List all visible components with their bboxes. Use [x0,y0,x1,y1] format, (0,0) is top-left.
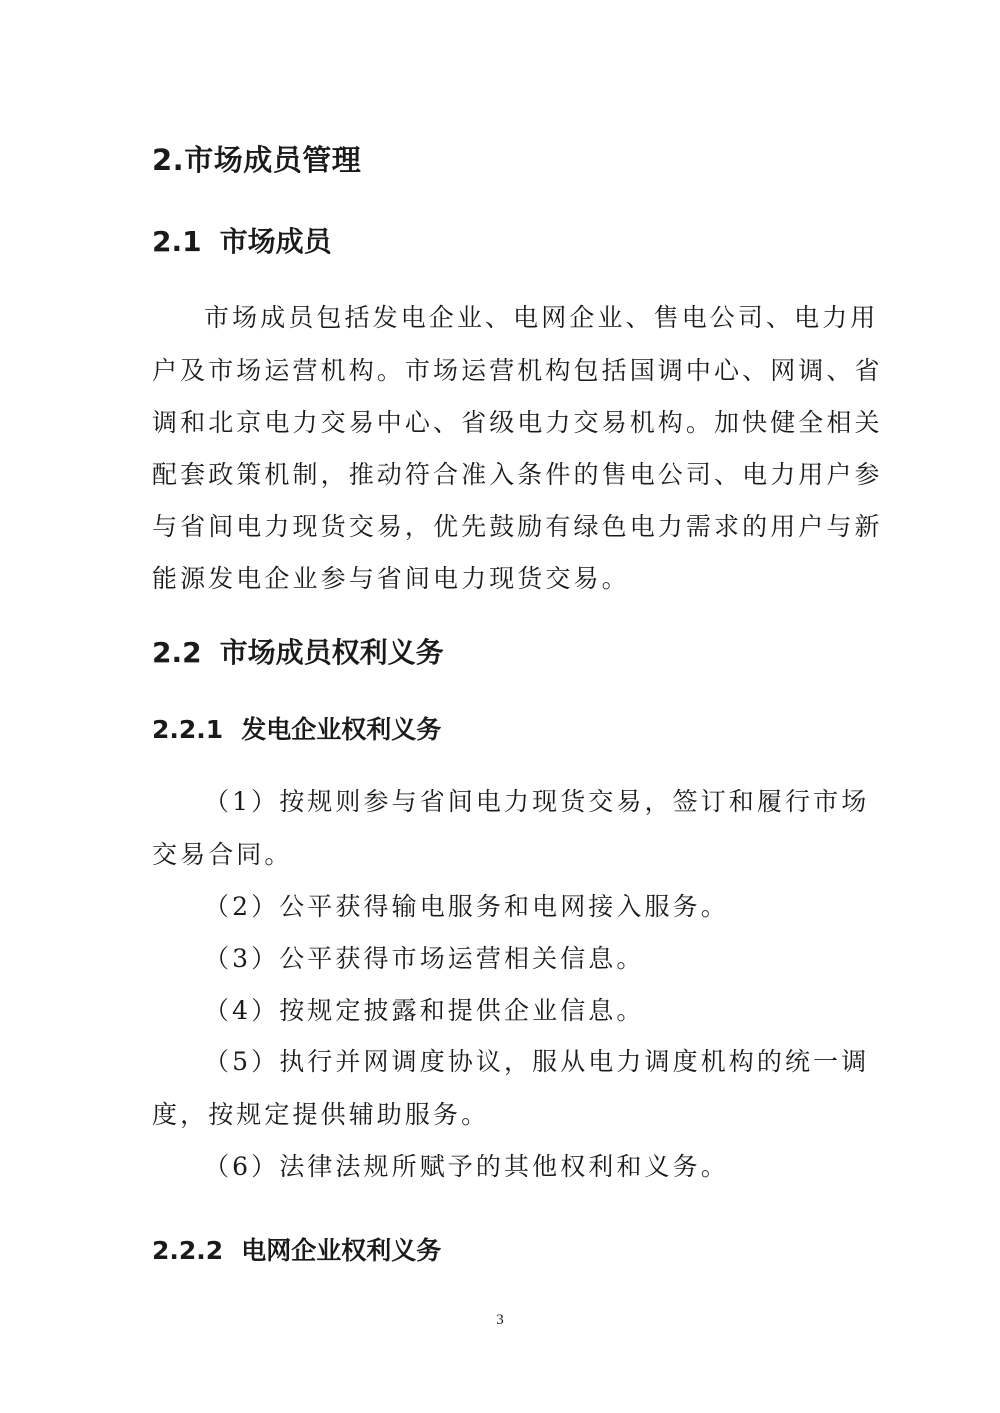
section-title: 市场成员权利义务 [219,636,444,669]
section-number: 2.1 [152,225,202,258]
paragraph-line: 能源发电企业参与省间电力现货交易。 [152,564,630,593]
list-item: （4）按规定披露和提供企业信息。 [204,996,645,1025]
list-item: （2）公平获得输电服务和电网接入服务。 [204,892,729,921]
section-title: 市场成员 [219,225,332,258]
section-title: 发电企业权利义务 [241,715,442,744]
paragraph-line: 配套政策机制，推动符合准入条件的售电公司、电力用户参 [152,460,883,489]
subsection-heading-2-2-2 [152,1233,441,1269]
section-number: 2.2.2 [152,1236,224,1265]
list-item-continuation: 度，按规定提供辅助服务。 [152,1100,490,1129]
paragraph-line: 与省间电力现货交易，优先鼓励有绿色电力需求的用户与新 [152,512,883,541]
section-title: 电网企业权利义务 [241,1236,442,1265]
section-number: 2.2.1 [152,715,224,744]
list-item-continuation: 交易合同。 [152,840,293,869]
subsection-heading-2-2-1 [152,712,441,748]
chapter-heading: 2.市场成员管理 [152,143,362,177]
section-heading-2-2 [152,633,444,673]
list-item: （5）执行并网调度协议，服从电力调度机构的统一调 [204,1047,870,1076]
section-number: 2.2 [152,636,202,669]
paragraph-line: 市场成员包括发电企业、电网企业、售电公司、电力用 [204,303,879,332]
list-item: （3）公平获得市场运营相关信息。 [204,944,645,973]
page-number: 3 [496,1312,504,1328]
list-item: （6）法律法规所赋予的其他权利和义务。 [204,1152,729,1181]
list-item: （1）按规则参与省间电力现货交易，签订和履行市场 [204,787,870,816]
paragraph-line: 户及市场运营机构。市场运营机构包括国调中心、网调、省 [152,356,883,385]
paragraph-line: 调和北京电力交易中心、省级电力交易机构。加快健全相关 [152,408,883,437]
section-heading-2-1 [152,222,332,262]
